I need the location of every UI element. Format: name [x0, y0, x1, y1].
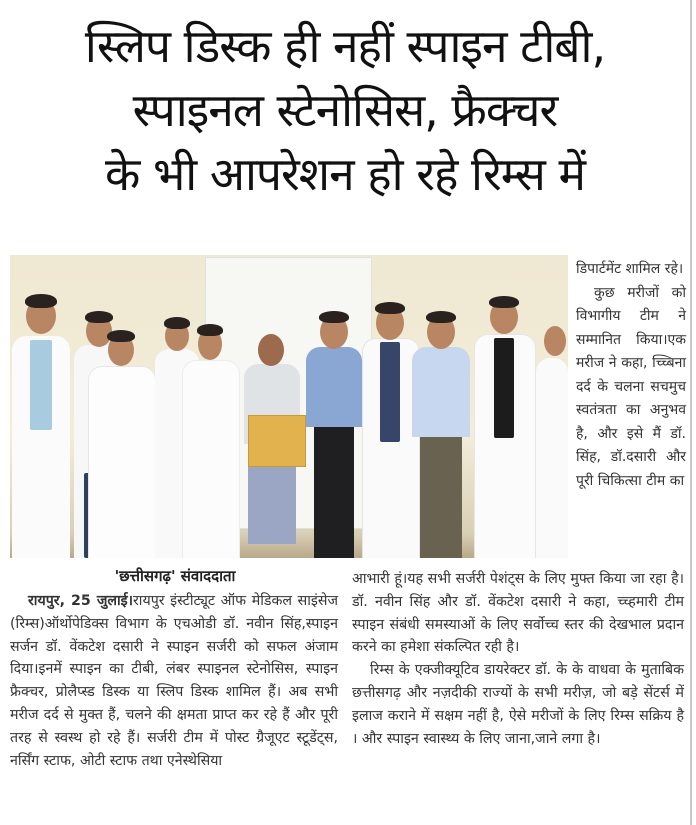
person-figure: [12, 288, 70, 558]
headline-line-2: स्पाइनल स्टेनोसिस, फ्रैक्चर: [132, 83, 558, 137]
person-figure: [536, 318, 568, 558]
byline: 'छत्तीसगढ़' संवाददाता: [114, 567, 236, 585]
article-left-column: [10, 590, 338, 772]
gift-bag: [248, 415, 306, 467]
dateline: रायपुर, 25 जुलाई।: [28, 593, 133, 609]
headline-line-1: स्लिप डिस्क ही नहीं स्पाइन टीबी,: [84, 19, 606, 73]
person-figure: [88, 326, 154, 558]
page-right-rule: [690, 0, 692, 825]
article-mid-column: [352, 568, 684, 750]
mid-paragraph-1: आभारी हूं।यह सभी सर्जरी पेशंट्स के लिए मुफ्त किया जा रहा है। डॉ. नवीन सिंह और डॉ. वेंकटेश दसारी ने कहा, च्च्हमारी टीम स्पाइन संबंधी समस्याओं के लिए सर्वोच्च स्तर की देखभाल प्रदान करने का हमेशा संकल्पित रही है।: [352, 571, 684, 656]
person-figure: [362, 296, 418, 558]
person-figure: [182, 320, 238, 558]
left-paragraph: रायपुर इंस्टीट्यूट ऑफ मेडिकल साइंसेज (रिम्स)ऑर्थोपेडिक्स विभाग के एचओडी डॉ. नवीन सिंह,स्पाइन सर्जन डॉ. वेंकटेश दसारी ने स्पाइन सर्जरी को सफल अंजाम दिया।इनमें स्पाइन का टीबी, लंबर स्पाइनल स्टेनोसिस, स्पाइन फ्रैक्चर, प्रोलैप्स्ड डिस्क या स्लिप डिस्क शामिल हैं। अब सभी मरीज दर्द से मुक्त हैं, चलने की क्षमता प्राप्त कर रहे हैं और पूरी तरह से स्वस्थ हो रहे हैं। सर्जरी टीम में पोस्ट ग्रैजूएट स्टूडेंट्स, नर्सिंग स्टाफ, ओटी स्टाफ तथा एनेस्थेसिया: [10, 593, 338, 769]
article-side-column: [576, 258, 686, 493]
side-paragraph-1: डिपार्टमेंट शामिल रहे।: [576, 261, 684, 277]
group-photo: [10, 255, 568, 558]
person-figure: [474, 290, 534, 558]
mid-paragraph-2: रिम्स के एक्जीक्यूटिव डायरेक्टर डॉ. के के वाधवा के मुताबिक छत्तीसगढ़ और नज़दीकी राज्यों के सभी मरीज़, जो बड़े सेंटर्स में इलाज कराने में सक्षम नहीं है, ऐसे मरीजों के लिए रिम्स सक्रिय है । और स्पाइन स्वास्थ्य के लिए जाना,जाने लगा है।: [352, 662, 684, 747]
headline-line-3: के भी आपरेशन हो रहे रिम्स में: [105, 147, 585, 201]
person-figure: [306, 303, 362, 558]
headline: [0, 14, 690, 206]
side-paragraph-2: कुछ मरीजों को विभागीय टीम ने सम्मानित किया।एक मरीज ने कहा, च्च्बिना दर्द के चलना सचमुच स्वतंत्रता का अनुभव है, और इसे मैं डॉ. सिंह, डॉ.दसारी और पूरी चिकित्सा टीम का: [576, 284, 686, 489]
person-figure: [412, 303, 470, 558]
